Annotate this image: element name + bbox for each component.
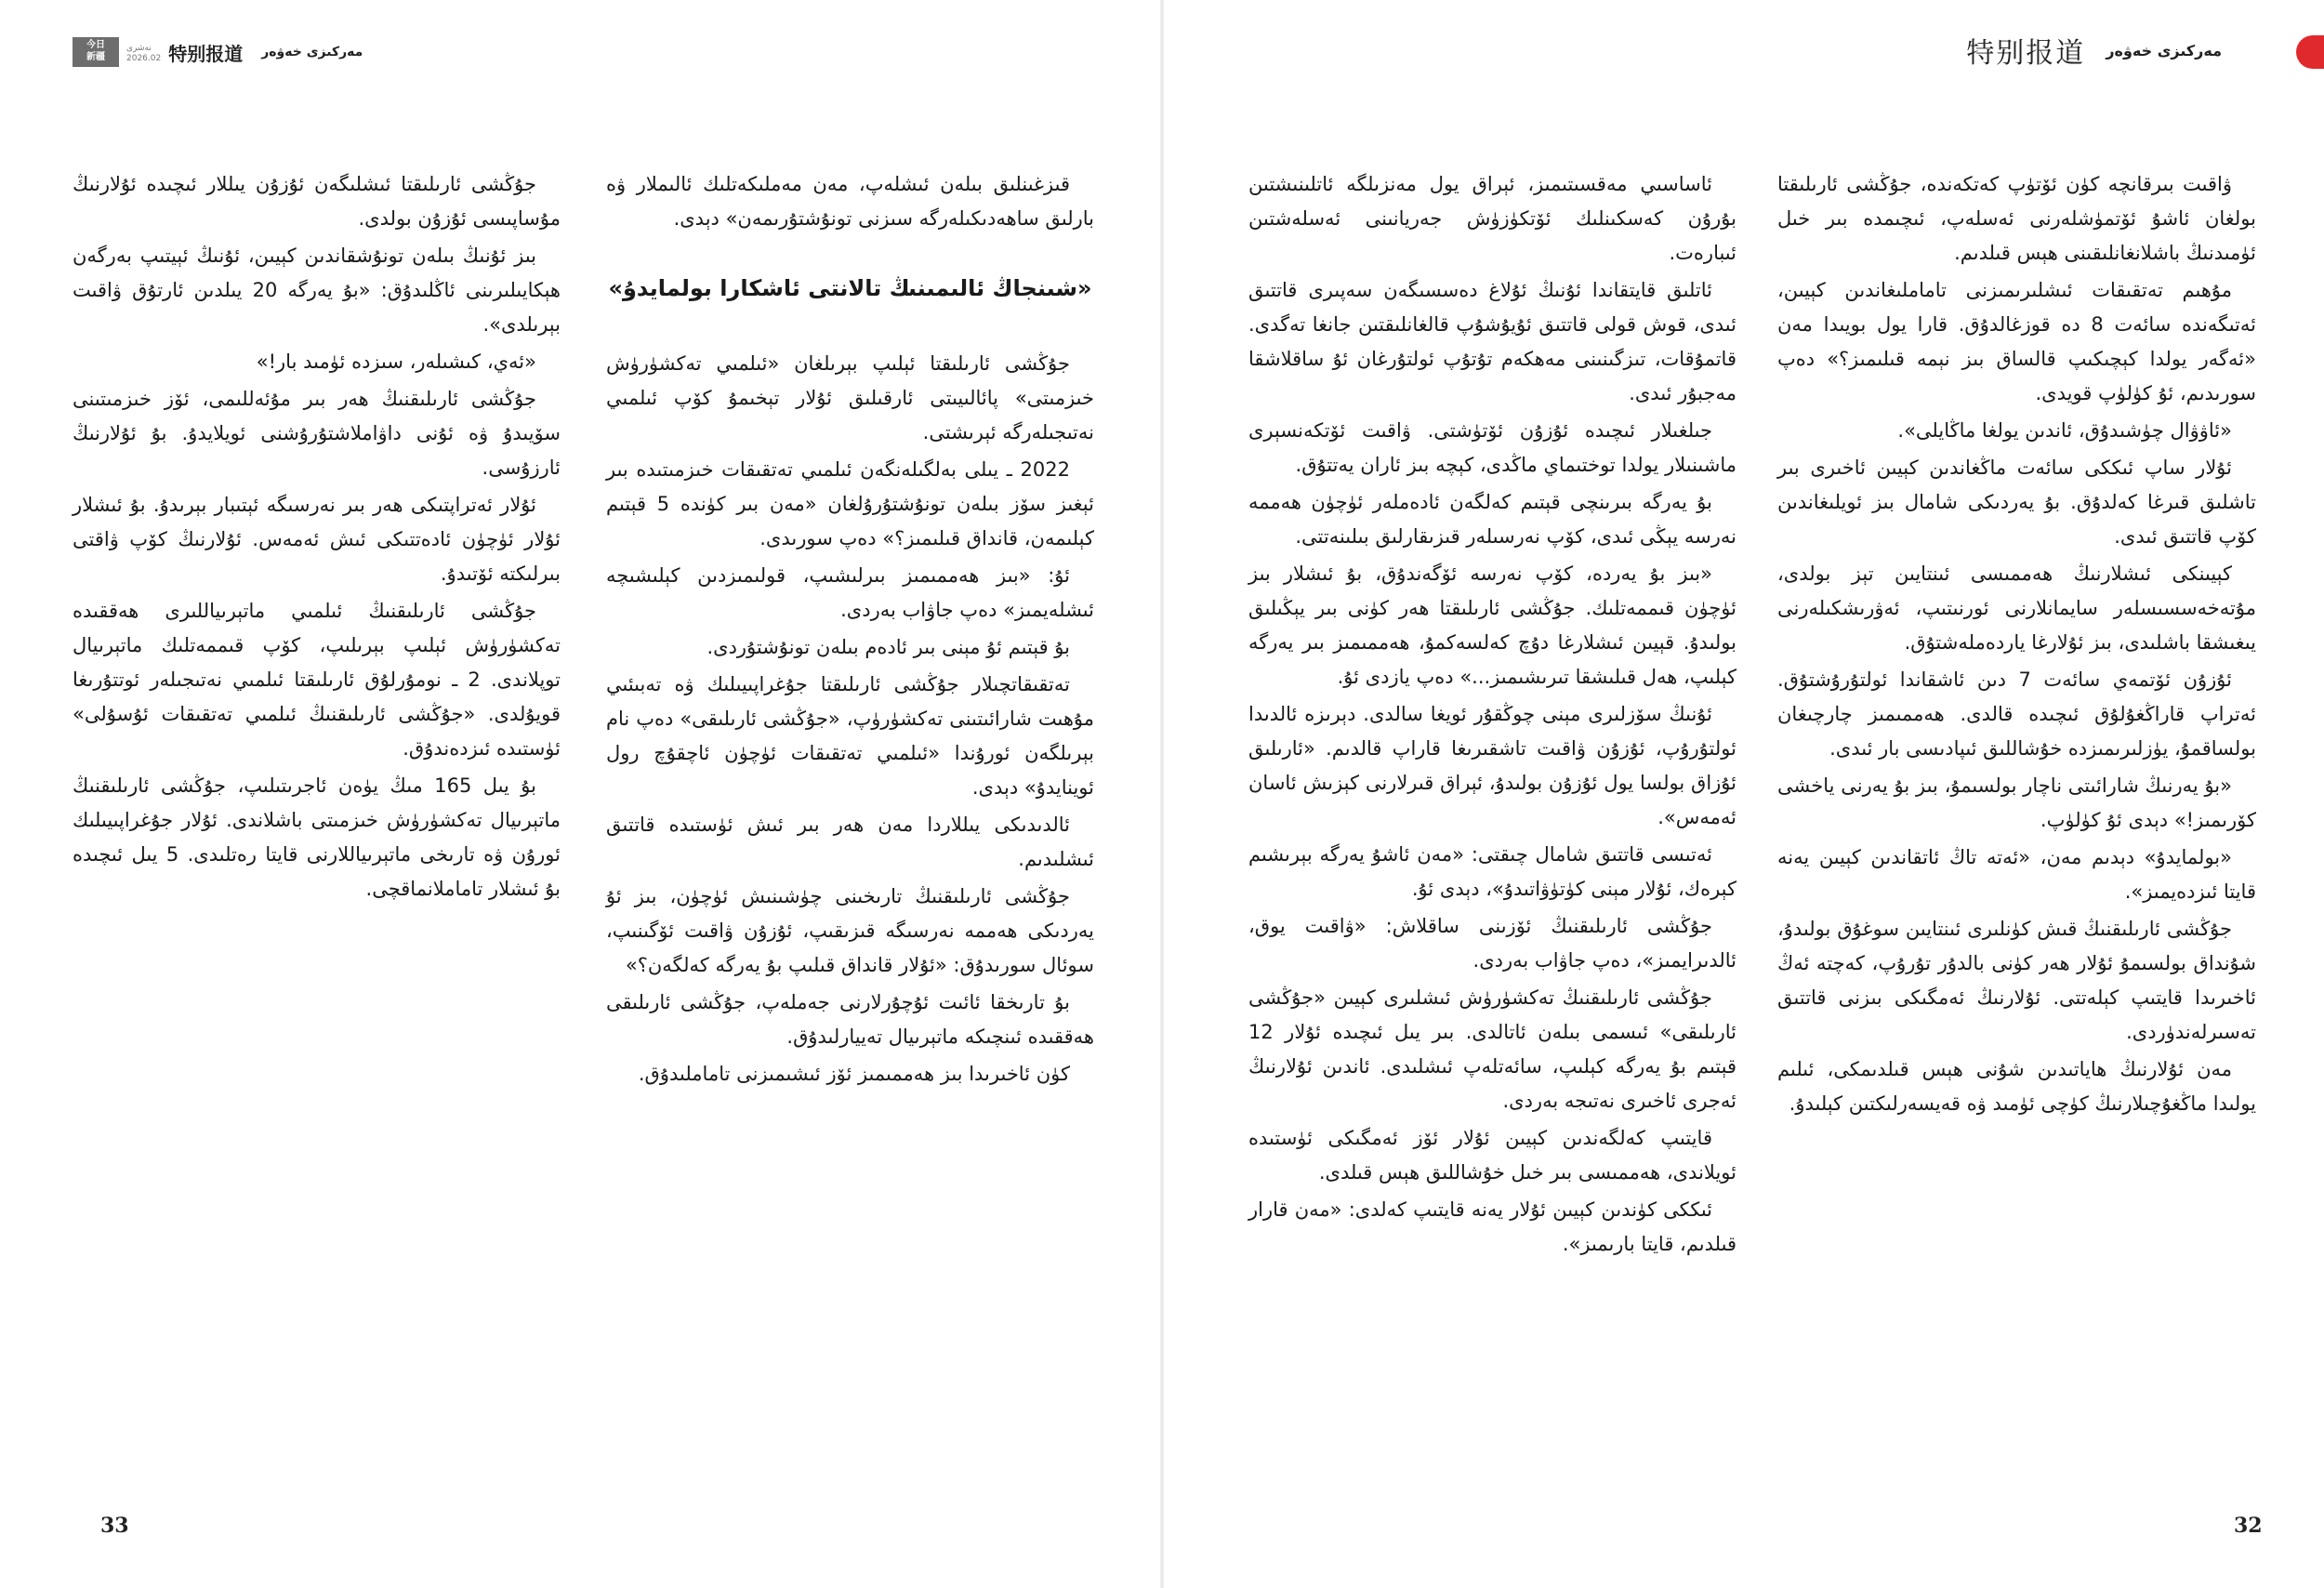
section-heading: «شىنجاڭ ئالىمىنىڭ تالانتى ئاشكارا بولمايدۇ» (608, 275, 1092, 301)
section-title-left: 特别报道 (168, 42, 244, 65)
col4-p2: بىز ئۇنىڭ بىلەن تونۇشقاندىن كېيىن، ئۇنىڭ ئېيتىپ بەرگەن ھېكايىلىرىنى ئاڭلىدۇق: «بۇ يەرگە 20 يىلدىن ئارتۇق ۋاقىت بېرىلدى». (73, 245, 561, 336)
col3-p2: جۇڭشى ئارىلىقتا ئېلىپ بېرىلغان «ئىلمىي تەكشۈرۈش خىزمىتى» پائالىيىتى ئارقىلىق ئۇلار تېخىمۇ كۆپ ئىلمىي نەتىجىلەرگە ئېرىشتى. (606, 352, 1094, 443)
col2-p3: جىلغىلار ئىچىدە ئۇزۇن ئۆتۈشتى. ۋاقىت ئۆتكەنسېرى ماشىنىلار يولدا توختىماي ماڭدى، كېچە بىز ئاران يەتتۇق. (1248, 419, 1736, 476)
col2-p6: ئۇنىڭ سۆزلىرى مېنى چوڭقۇر ئويغا سالدى. دېرىزە ئالدىدا ئولتۇرۇپ، ئۇزۇن ۋاقىت تاشقىرىغا قاراپ قالدىم. «ئارىلىق ئۇزاق بولسا يول ئۇزۇن بولىدۇ، ئېراق قىرلارنى كېزىش ئاسان ئەمەس». (1248, 703, 1736, 828)
col1-p3: «ئاۋۋال چۈشىدۇق، ئاندىن يولغا ماڭايلى». (1897, 419, 2232, 442)
col1-p4: ئۇلار ساپ ئىككى سائەت ماڭغاندىن كېيىن ئاخىرى بىر تاشلىق قىرغا كەلدۇق. بۇ يەردىكى شامال بىز ئويلىغاندىن كۆپ قاتتىق ئىدى. (1777, 457, 2256, 548)
col3-p6: تەتقىقاتچىلار جۇڭشى ئارىلىقتا جۇغراپىيىلىك ۋە تەبىئىي مۇھىت شارائىتىنى تەكشۈرۈپ، «جۇڭشى ئارىلىقى» دەپ نام بېرىلگەن ئورۇندا «ئىلمىي تەتقىقات ئۈچۈن ئاچقۇچ رول ئوينايدۇ» دېدى. (606, 673, 1094, 799)
section-subtitle-right: مەركىزى خەۋەر (2106, 41, 2222, 60)
page-number-left: 33 (100, 1514, 129, 1538)
col3-p4: ئۇ: «بىز ھەممىمىز بىرلىشىپ، قولىمىزدىن كېلىشىچە ئىشلەيمىز» دەپ جاۋاب بەردى. (606, 564, 1094, 621)
col4-p6: جۇڭشى ئارىلىقنىڭ ئىلمىي ماتېرىياللىرى ھەققىدە تەكشۈرۈش ئېلىپ بېرىلىپ، كۆپ قىممەتلىك ماتېرىيال توپلاندى. 2 ـ نومۇرلۇق ئارىلىقتا ئىلمىي نەتىجىلەر ئوتتۇرىغا قويۇلدى. «جۇڭشى ئارىلىقنىڭ ئىلمىي تەتقىقات ئۇسۇلى» ئۈستىدە ئىزدەندۇق. (73, 600, 561, 760)
col3-p1: قىزغىنلىق بىلەن ئىشلەپ، مەن مەملىكەتلىك ئالىملار ۋە بارلىق ساھەدىكىلەرگە سىزنى تونۇشتۇرىمەن» دېدى. (606, 173, 1094, 230)
col2-p1: ئاساسىي مەقسىتىمىز، ئېراق يول مەنزىلگە ئاتلىنىشتىن بۇرۇن كەسكىنلىك ئۆتكۈزۈش جەريانىنى ئەسلەشتىن ئىبارەت. (1248, 173, 1736, 264)
col3-p7: ئالدىدىكى يىللاردا مەن ھەر بىر ئىش ئۈستىدە قاتتىق ئىشلىدىم. (606, 814, 1094, 870)
col3-p9: بۇ تارىخقا ئائىت ئۇچۇرلارنى جەملەپ، جۇڭشى ئارىلىقى ھەققىدە ئىنچىكە ماتېرىيال تەييارلىدۇق. (606, 991, 1094, 1048)
col1-p10: مەن ئۇلارنىڭ ھاياتىدىن شۇنى ھېس قىلدىمكى، ئىلىم يولىدا ماڭغۇچىلارنىڭ كۈچى ئۈمىد ۋە قەيسەرلىكتىن كېلىدۇ. (1777, 1058, 2256, 1115)
col2-p9: جۇڭشى ئارىلىقنىڭ تەكشۈرۈش ئىشلىرى كېيىن «جۇڭشى ئارىلىقى» ئىسمى بىلەن ئاتالدى. بىر يىل ئىچىدە ئۇلار 12 قېتىم بۇ يەرگە كېلىپ، سائەتلەپ ئىشلىدى. ئاندىن ئۇلارنىڭ ئەجرى ئاخىرى نەتىجە بەردى. (1248, 986, 1736, 1112)
right-page (1162, 0, 2324, 1588)
col3-p10: كۈن ئاخىرىدا بىز ھەممىمىز ئۆز ئىشىمىزنى تاماملىدۇق. (638, 1063, 1070, 1085)
column-3 (606, 167, 1094, 1094)
col1-p1: ۋاقىت بىرقانچە كۈن ئۆتۈپ كەتكەندە، جۇڭشى ئارىلىقتا بولغان ئاشۇ ئۆتمۈشلەرنى ئەسلەپ، ئىچىمدە بىر خىل ئۈمىدنىڭ باشلانغانلىقىنى ھېس قىلدىم. (1777, 173, 2256, 264)
col1-p2: مۇھىم تەتقىقات ئىشلىرىمىزنى تاماملىغاندىن كېيىن، ئەتىگەندە سائەت 8 دە قوزغالدۇق. قارا يول بويىدا مەن «ئەگەر يولدا كېچىكىپ قالساق بىز نېمە قىلىمىز؟» دەپ سورىدىم، ئۇ كۈلۈپ قويدى. (1777, 279, 2256, 404)
magazine-logo: 今日 新疆 (73, 37, 119, 67)
section-title-right: 特别报道 (1966, 37, 2086, 70)
col1-p7: «بۇ يەرنىڭ شارائىتى ناچار بولسىمۇ، بىز بۇ يەرنى ياخشى كۆرىمىز!» دېدى ئۇ كۈلۈپ. (1777, 774, 2256, 831)
col4-p1: جۇڭشى ئارىلىقتا ئىشلىگەن ئۇزۇن يىللار ئىچىدە ئۇلارنىڭ مۇساپىسى ئۇزۇن بولدى. (73, 173, 561, 230)
column-4 (73, 167, 561, 909)
red-section-tab (2296, 35, 2324, 69)
right-running-header (1966, 30, 2222, 71)
section-subtitle-left: مەركىزى خەۋەر (261, 45, 363, 60)
col3-p3: 2022 ـ يىلى بەلگىلەنگەن ئىلمىي تەتقىقات خىزمىتىدە بىر ئېغىز سۆز بىلەن تونۇشتۇرۇلغان «مەن بىر كۈندە 5 قېتىم كېلىمەن، قانداق قىلىمىز؟» دەپ سورىدى. (606, 458, 1094, 549)
col4-p3: «ئەي، كىشىلەر، سىزدە ئۈمىد بار!» (256, 351, 536, 373)
column-2 (1248, 167, 1736, 1264)
col1-p6: ئۇزۇن ئۆتمەي سائەت 7 دىن ئاشقاندا ئولتۇرۇشتۇق. ئەتراپ قاراڭغۇلۇق ئىچىدە قالدى. ھەممىمىز چارچىغان بولساقمۇ، يۈزلىرىمىزدە خۇشاللىق ئىپادىسى بار ئىدى. (1777, 668, 2256, 760)
col3-p5: بۇ قېتىم ئۇ مېنى بىر ئادەم بىلەن تونۇشتۇردى. (706, 636, 1070, 658)
col2-p10: قايتىپ كەلگەندىن كېيىن ئۇلار ئۆز ئەمگىكى ئۈستىدە ئويلاندى، ھەممىسى بىر خىل خۇشاللىق ھېس قىلدى. (1248, 1127, 1736, 1184)
col4-p4: جۇڭشى ئارىلىقنىڭ ھەر بىر مۇئەللىمى، ئۆز خىزمىتىنى سۆيىدۇ ۋە ئۇنى داۋاملاشتۇرۇشنى ئويلايدۇ. بۇ ئۇلارنىڭ ئارزۇسى. (73, 388, 561, 479)
issue-date: 2026.02 (126, 54, 162, 63)
issue-info (126, 44, 161, 64)
col1-p9: جۇڭشى ئارىلىقنىڭ قىش كۈنلىرى ئىنتايىن سوغۇق بولىدۇ، شۇنداق بولسىمۇ ئۇلار ھەر كۈنى بالدۇر تۇرۇپ، كەچتە ئەڭ ئاخىرىدا قايتىپ كېلەتتى. ئۇلارنىڭ ئەمگىكى بىزنى قاتتىق تەسىرلەندۈردى. (1777, 918, 2256, 1043)
col4-p5: ئۇلار ئەتراپتىكى ھەر بىر نەرسىگە ئېتىبار بېرىدۇ. بۇ ئىشلار ئۇلار ئۈچۈن ئادەتتىكى ئىش ئەمەس. ئۇلارنىڭ كۆپ ۋاقتى بىرلىكتە ئۆتىدۇ. (73, 494, 561, 585)
col2-p7: ئەتىسى قاتتىق شامال چىقتى: «مەن ئاشۇ يەرگە بېرىشىم كېرەك، ئۇلار مېنى كۈتۈۋاتىدۇ»، دېدى ئۇ. (1248, 843, 1736, 900)
col2-p2: ئاتلىق قايتقاندا ئۇنىڭ ئۇلاغ دەسسىگەن سەپىرى قاتتىق ئىدى، قوش قولى قاتتىق ئۇيۇشۇپ قالغانلىقتىن جانغا تەگدى. قاتمۇقات، تىزگىنىنى مەھكەم تۇتۇپ ئولتۇرغان ئۇ ساقلاشقا مەجبۇر ئىدى. (1248, 279, 1736, 404)
col3-p8: جۇڭشى ئارىلىقنىڭ تارىخىنى چۈشىنىش ئۈچۈن، بىز ئۇ يەردىكى ھەممە نەرسىگە قىزىقىپ، ئۇزۇن ۋاقىت ئۆگىنىپ، سوئال سورىدۇق: «ئۇلار قانداق قىلىپ بۇ يەرگە كەلگەن؟» (606, 885, 1094, 976)
page-number-right: 32 (2234, 1514, 2263, 1538)
left-running-header (73, 37, 363, 67)
col2-p4: بۇ يەرگە بىرىنچى قېتىم كەلگەن ئادەملەر ئۈچۈن ھەممە نەرسە يېڭى ئىدى، كۆپ نەرسىلەر قىزىقارلىق بىلىنەتتى. (1248, 491, 1736, 548)
col1-p5: كېيىنكى ئىشلارنىڭ ھەممىسى ئىنتايىن تېز بولدى، مۇتەخەسسىسلەر سايمانلارنى ئورنىتىپ، ئەۋرىشكىلەرنى يىغىشقا باشلىدى، بىز ئۇلارغا ياردەملەشتۇق. (1777, 562, 2256, 654)
column-1 (1777, 167, 2256, 1124)
col2-p8: جۇڭشى ئارىلىقنىڭ ئۆزىنى ساقلاش: «ۋاقىت يوق، ئالدىرايمىز»، دەپ جاۋاب بەردى. (1248, 915, 1736, 972)
col2-p5: «بىز بۇ يەردە، كۆپ نەرسە ئۆگەندۇق، بۇ ئىشلار بىز ئۈچۈن قىممەتلىك. جۇڭشى ئارىلىقتا ھەر كۈنى بىر يېڭىلىق بولىدۇ. قېيىن ئىشلارغا دۇچ كەلسەكمۇ، ھەممىمىز بىر يەرگە كېلىپ، ھەل قىلىشقا تىرىشىمىز...» دەپ يازدى ئۇ. (1248, 562, 1736, 688)
issue-label: نەشرى (126, 44, 152, 53)
col4-p7: بۇ يىل 165 مىڭ يۈەن ئاجرىتىلىپ، جۇڭشى ئارىلىقنىڭ ماتېرىيال تەكشۈرۈش خىزمىتى باشلاندى. ئۇلار جۇغراپىيىلىك ئورۇن ۋە تارىخى ماتېرىياللارنى قايتا رەتلىدى. 5 يىل ئىچىدە بۇ ئىشلار تاماملانماقچى. (73, 774, 561, 900)
col1-p8: «بولمايدۇ» دېدىم مەن، «ئەتە تاڭ ئاتقاندىن كېيىن يەنە قايتا ئىزدەيمىز». (1777, 846, 2256, 903)
col2-p11: ئىككى كۈندىن كېيىن ئۇلار يەنە قايتىپ كەلدى: «مەن قارار قىلدىم، قايتا بارىمىز». (1248, 1198, 1736, 1255)
